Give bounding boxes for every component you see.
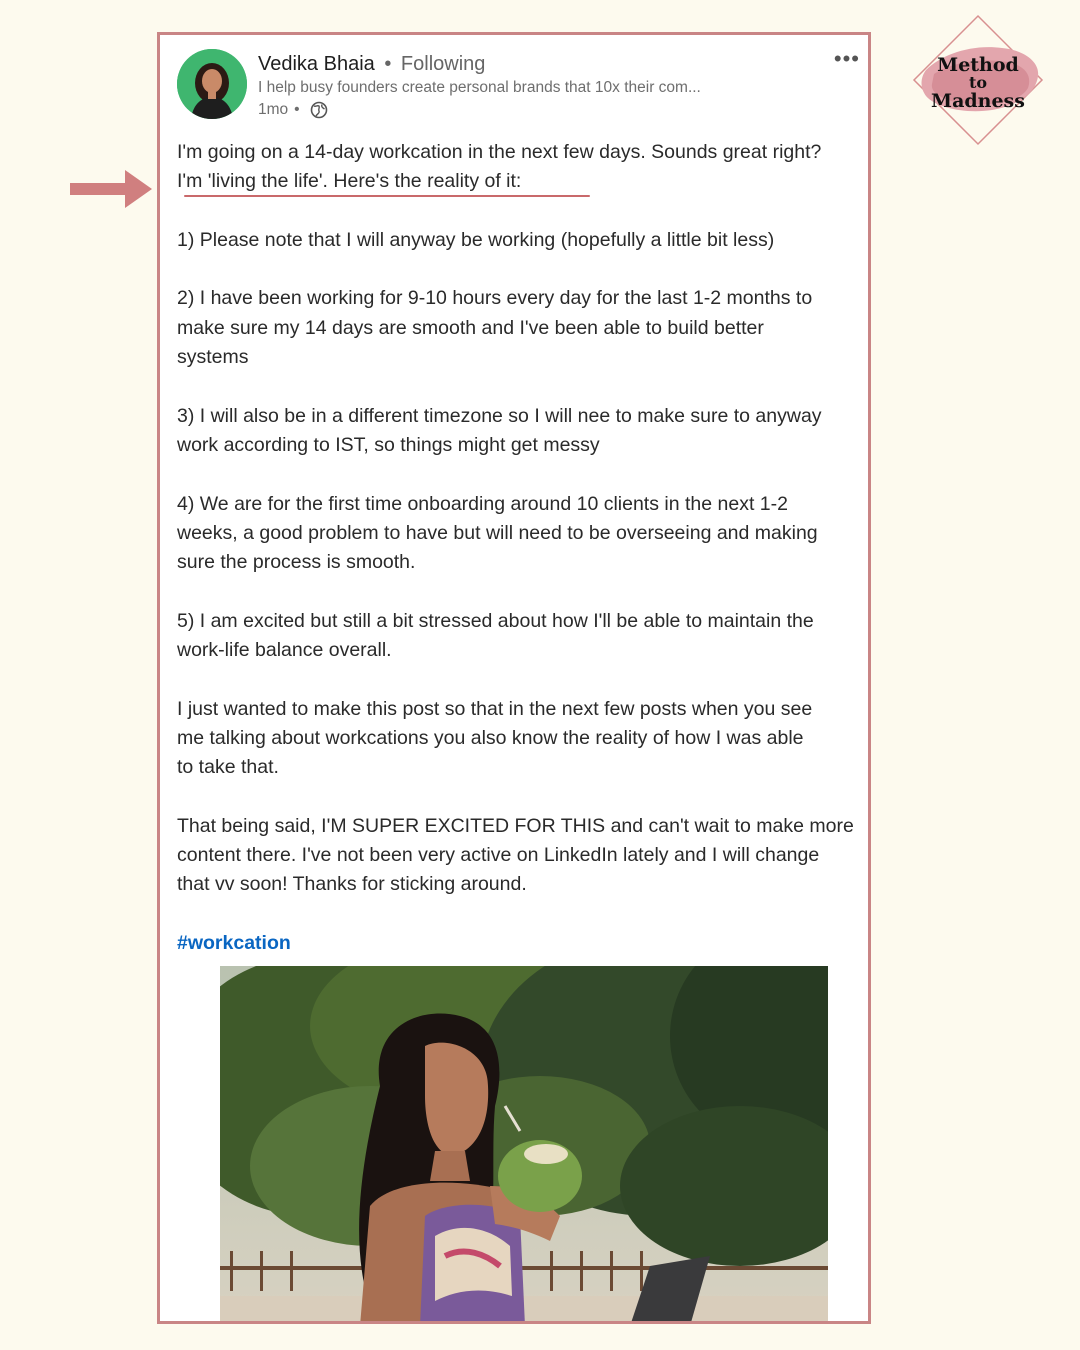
beach-photo-icon (220, 966, 828, 1324)
post-paragraph-1: I'm going on a 14-day workcation in the next few days. Sounds great right? I'm 'living the life'. Here's the reality of it: (177, 141, 822, 193)
author-headline: I help busy founders create personal brands that 10x their com... (258, 79, 701, 96)
age-separator: • (294, 101, 300, 118)
hashtag-link[interactable]: #workcation (177, 932, 291, 955)
post-image[interactable] (220, 966, 828, 1324)
follow-status[interactable]: Following (400, 53, 486, 75)
author-avatar[interactable] (177, 49, 247, 119)
post-paragraph-8: That being said, I'M SUPER EXCITED FOR THIS and can't wait to make more content there. I've not been very active on LinkedIn lately and I will change that vv soon! Thanks for sticking around. (177, 814, 854, 896)
post-age: 1mo (258, 101, 289, 118)
author-name[interactable]: Vedika Bhaia (258, 53, 375, 75)
badge-line-3: Madness (931, 90, 1025, 112)
post-paragraph-2: 1) Please note that I will anyway be working (hopefully a little bit less) (177, 228, 775, 251)
post-body (177, 138, 867, 988)
post-meta (258, 99, 818, 121)
author-row (258, 51, 818, 77)
avatar-portrait-icon (177, 49, 247, 119)
name-separator: • (384, 53, 392, 75)
linkedin-post-card (157, 32, 871, 1324)
post-paragraph-6: 5) I am excited but still a bit stressed about how I'll be able to maintain the work-life balance overall. (177, 609, 814, 662)
pointer-arrow-icon (70, 168, 152, 210)
post-header (258, 51, 818, 121)
ellipsis-icon[interactable]: ••• (833, 46, 860, 71)
highlight-underline (184, 195, 590, 197)
post-paragraph-4: 3) I will also be in a different timezone so I will nee to make sure to anyway work according to IST, so things might get messy (177, 404, 822, 456)
globe-icon (310, 101, 328, 119)
post-paragraph-3: 2) I have been working for 9-10 hours every day for the last 1-2 months to make sure my 14 days are smooth and I've been able to build better systems (177, 287, 813, 369)
post-paragraph-7: I just wanted to make this post so that in the next few posts when you see me talking about workcations you also know the reality of how I was able to take that. (177, 697, 813, 779)
badge-line-2: to (968, 73, 988, 92)
badge-line-1: Method (937, 54, 1019, 76)
method-to-madness-badge (912, 14, 1044, 146)
post-paragraph-5: 4) We are for the first time onboarding around 10 clients in the next 1-2 weeks, a good problem to have but will need to be overseeing and making sure the process is smooth. (177, 492, 818, 574)
